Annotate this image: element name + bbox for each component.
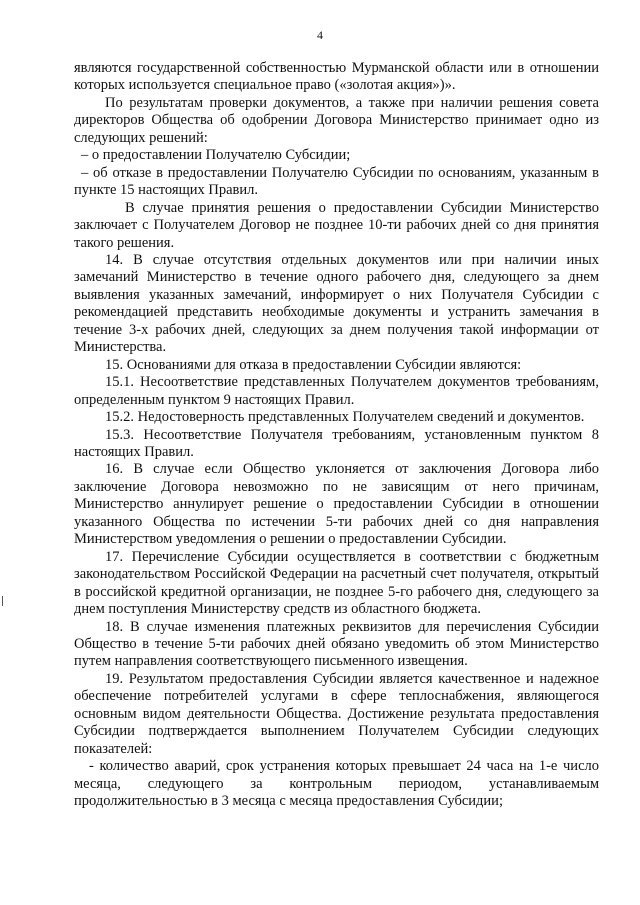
clause-18: 18. В случае изменения платежных реквизитов для перечисления Субсидии Общество в течение 5-ти рабочих дней обязано уведомить об этом Министерство путем направления соответствующего письменного извещения. — [74, 618, 599, 670]
clause-15-1: 15.1. Несоответствие представленных Получателем документов требованиям, определенным пунктом 9 настоящих Правил. — [74, 374, 599, 408]
indicator-accidents: - количество аварий, срок устранения которых превышает 24 часа на 1-е число месяца, следующего за контрольным периодом, устанавливаемым продолжительностью в 3 месяца с месяца предоставления Субсидии; — [74, 758, 599, 810]
clause-15-3: 15.3. Несоответствие Получателя требованиям, установленным пунктом 8 настоящих Правил. — [74, 426, 599, 460]
decision-option-refuse: – об отказе в предоставлении Получателю Субсидии по основаниям, указанным в пункте 15 настоящих Правил. — [74, 164, 599, 199]
clause-19: 19. Результатом предоставления Субсидии является качественное и надежное обеспечение потребителей услугами в сфере теплоснабжения, являющегося основным видом деятельности Общества. Достижение результата предоставления Субсидии подтверждается выполнением Получателем Субсидии следующих показателей: — [74, 670, 599, 757]
clause-17: 17. Перечисление Субсидии осуществляется в соответствии с бюджетным законодательством Российской Федерации на расчетный счет получателя, открытый в российской кредитной организации, не позднее 5-го рабочего дня, следующего за днем поступления Министерству средств из областного бюджета. — [74, 548, 599, 618]
decision-option-grant: – о предоставлении Получателю Субсидии; — [81, 147, 351, 164]
clause-15: 15. Основаниями для отказа в предоставлении Субсидии являются: — [105, 356, 522, 373]
paragraph-continuation: являются государственной собственностью Мурманской области или в отношении которых используется специальное право («золотая акция»)». — [74, 60, 599, 94]
margin-mark — [2, 596, 4, 606]
clause-14: 14. В случае отсутствия отдельных документов или при наличии иных замечаний Министерство в течение одного рабочего дня, следующего за днем выявления указанных замечаний, информирует о них Получателя Субсидии с рекомендацией представить необходимые документы и устранить замечания в течение 3-х рабочих дней, следующих за днем получения такой информации от Министерства. — [74, 251, 599, 356]
paragraph-contract: В случае принятия решения о предоставлении Субсидии Министерство заключает с Получателем Договор не позднее 10-ти рабочих дней со дня принятия такого решения. — [74, 199, 599, 251]
clause-15-2: 15.2. Недостоверность представленных Получателем сведений и документов. — [105, 409, 585, 426]
document-body — [74, 60, 599, 810]
clause-16: 16. В случае если Общество уклоняется от заключения Договора либо заключение Договора невозможно по не зависящим от него причинам, Министерство аннулирует решение о предоставлении Субсидии в отношении указанного Общества по истечении 5-ти рабочих дней со дня направления Министерством уведомления о решении о предоставлении Субсидии. — [74, 461, 599, 548]
paragraph-check-results: По результатам проверки документов, а также при наличии решения совета директоров Общества об одобрении Договора Министерство принимает одно из следующих решений: — [74, 94, 599, 146]
page-number: 4 — [317, 28, 323, 42]
